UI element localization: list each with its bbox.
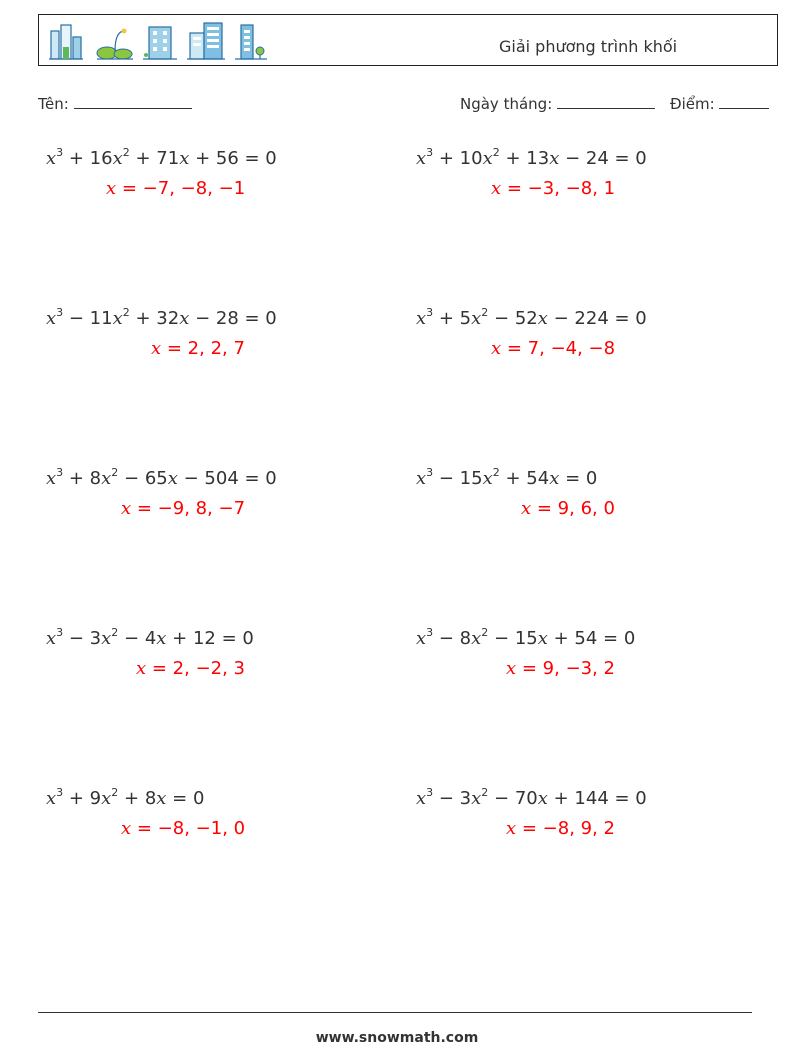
date-field <box>460 94 655 113</box>
name-field <box>38 94 192 113</box>
answer: x = 9, 6, 0 <box>521 498 615 519</box>
score-field <box>670 94 769 113</box>
equation: $x^3 + 9x^2 + 8x = 0$ <box>46 786 205 809</box>
answer: x = 2, −2, 3 <box>136 658 246 679</box>
problem-item <box>408 148 738 208</box>
equation: $x^3 + 8x^2 - 65x - 504 = 0$ <box>46 466 277 489</box>
equation: $x^3 - 15x^2 + 54x = 0$ <box>416 466 598 489</box>
footer-site: www.snowmath.com <box>315 1030 479 1046</box>
equation: $x^3 - 8x^2 - 15x + 54 = 0$ <box>416 626 636 649</box>
problem-item <box>38 788 368 848</box>
problem-item <box>38 468 368 528</box>
score-label: Điểm: <box>670 95 715 113</box>
tower-tree-icon <box>233 21 267 61</box>
answer: x = 2, 2, 7 <box>151 338 245 359</box>
office-building-icon <box>143 21 177 61</box>
score-blank[interactable] <box>719 94 769 109</box>
worksheet-header <box>38 14 778 66</box>
answer: x = 9, −3, 2 <box>506 658 616 679</box>
equation: $x^3 - 11x^2 + 32x - 28 = 0$ <box>46 306 277 329</box>
worksheet-title: Giải phương trình khối <box>499 37 678 56</box>
equation: $x^3 + 16x^2 + 71x + 56 = 0$ <box>46 146 277 169</box>
equation: $x^3 + 5x^2 - 52x - 224 = 0$ <box>416 306 647 329</box>
answer: x = 7, −4, −8 <box>491 338 616 359</box>
footer-divider <box>38 1012 752 1013</box>
date-label: Ngày tháng: <box>460 95 553 113</box>
park-trees-icon <box>95 21 135 61</box>
name-label: Tên: <box>38 95 69 113</box>
problem-item <box>38 148 368 208</box>
equation: $x^3 + 10x^2 + 13x - 24 = 0$ <box>416 146 647 169</box>
answer: x = −7, −8, −1 <box>106 178 246 199</box>
problem-item <box>38 308 368 368</box>
problem-item <box>408 788 738 848</box>
equation: $x^3 - 3x^2 - 4x + 12 = 0$ <box>46 626 254 649</box>
name-blank[interactable] <box>74 94 192 109</box>
apartment-building-icon <box>187 21 225 61</box>
problem-item <box>38 628 368 688</box>
problem-item <box>408 628 738 688</box>
problem-item <box>408 308 738 368</box>
problem-item <box>408 468 738 528</box>
answer: x = −9, 8, −7 <box>121 498 246 519</box>
date-blank[interactable] <box>557 94 655 109</box>
equation: $x^3 - 3x^2 - 70x + 144 = 0$ <box>416 786 647 809</box>
answer: x = −3, −8, 1 <box>491 178 616 199</box>
answer: x = −8, −1, 0 <box>121 818 246 839</box>
city-buildings-icon <box>47 21 85 61</box>
answer: x = −8, 9, 2 <box>506 818 616 839</box>
